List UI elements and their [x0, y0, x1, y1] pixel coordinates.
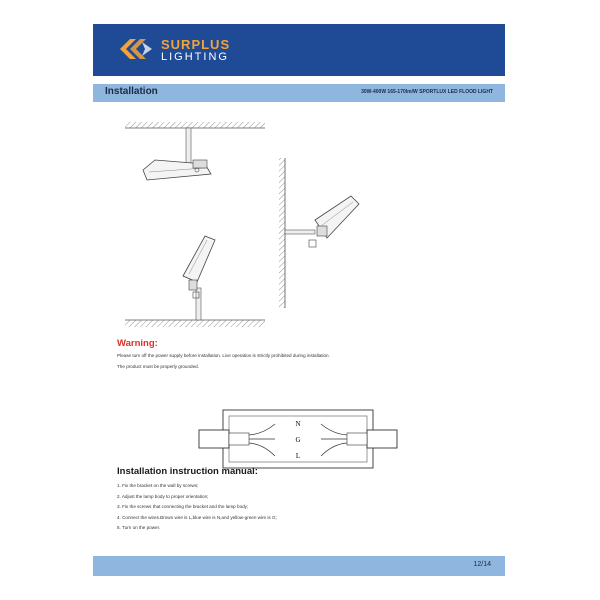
header-banner: [93, 24, 505, 76]
product-title: 30W-400W 165-170lm/W SPORTLUX LED FLOOD LIGHT: [361, 89, 493, 95]
logo-text-top: SURPLUS: [161, 37, 231, 52]
section-band: [93, 84, 505, 102]
wiring-diagram: [183, 380, 423, 480]
instruction-step: 1. Fix the bracket on the wall by screws;: [117, 483, 199, 488]
instruction-steps: [117, 481, 277, 534]
instruction-step: 3. Fix the screws that connecting the bracket and the lamp body;: [117, 504, 249, 509]
wire-label-n: N: [295, 420, 301, 428]
section-title: Installation: [105, 86, 158, 97]
logo-text-bottom: LIGHTING: [161, 51, 229, 63]
warning-line: Please turn off the power supply before installation. Live operation is strictly prohibited during installation.: [117, 353, 330, 358]
instruction-step: 4. Connect the wires.Brown wire is L,blue wire is N,and yellow-green wire is G;: [117, 514, 277, 520]
installation-illustrations: [93, 108, 505, 348]
document-page: [93, 24, 505, 576]
wire-label-l: L: [295, 452, 301, 460]
warning-line: The product must be properly grounded.: [117, 364, 199, 369]
ceiling-mount-drawing: [125, 122, 265, 180]
floor-mount-drawing: [125, 236, 265, 327]
instruction-step: 5. Turn on the power.: [117, 525, 161, 530]
page-number: 12/14: [473, 561, 491, 568]
footer-band: [93, 556, 505, 576]
brand-logo-icon: [116, 32, 156, 66]
manual-title: Installation instruction manual:: [117, 466, 258, 477]
warning-title: Warning:: [117, 338, 158, 349]
instruction-step: 2. Adjust the lamp body to proper orientation;: [117, 493, 209, 499]
wire-label-g: G: [295, 436, 301, 444]
wall-mount-drawing: [279, 158, 359, 308]
